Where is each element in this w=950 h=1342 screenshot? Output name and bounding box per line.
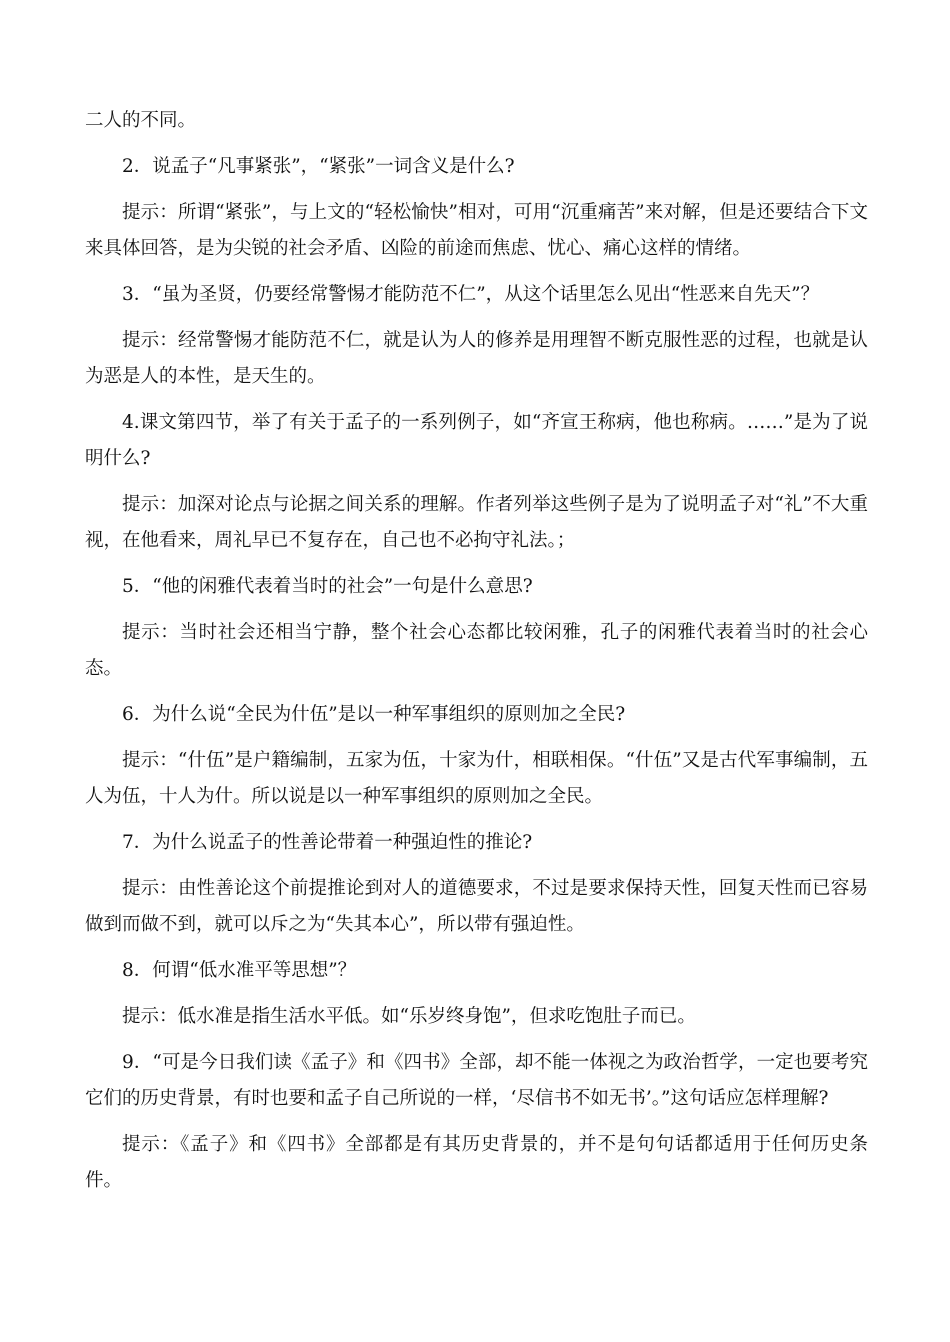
hint-5: 提示：当时社会还相当宁静，整个社会心态都比较闲雅，孔子的闲雅代表着当时的社会心态。 <box>85 622 868 679</box>
question-4: 4.课文第四节，举了有关于孟子的一系列例子，如“齐宣王称病，他也称病。……”是为了说明什么? <box>85 412 868 469</box>
question-8: 8．何谓“低水准平等思想”？ <box>122 960 357 981</box>
paragraph-continuation: 二人的不同。 <box>85 110 197 131</box>
hint-7: 提示：由性善论这个前提推论到对人的道德要求，不过是要求保持天性，回复天性而已容易做到而做不到，就可以斥之为“失其本心”，所以带有强迫性。 <box>85 878 868 935</box>
question-9: 9．“可是今日我们读《孟子》和《四书》全部，却不能一体视之为政治哲学，一定也要考究它们的历史背景，有时也要和孟子自己所说的一样，‘尽信书不如无书’。”这句话应怎样理解? <box>85 1052 868 1109</box>
question-5: 5．“他的闲雅代表着当时的社会”一句是什么意思? <box>122 576 533 597</box>
document-body <box>85 103 868 1199</box>
hint-9: 提示：《孟子》和《四书》全部都是有其历史背景的，并不是句句话都适用于任何历史条件。 <box>85 1134 868 1191</box>
question-3: 3．“虽为圣贤，仍要经常警惕才能防范不仁”，从这个话里怎么见出“性恶来自先天”？ <box>122 284 820 305</box>
hint-2: 提示：所谓“紧张”，与上文的“轻松愉快”相对，可用“沉重痛苦”来对解，但是还要结合下文来具体回答，是为尖锐的社会矛盾、凶险的前途而焦虑、忧心、痛心这样的情绪。 <box>85 202 868 259</box>
hint-6: 提示：“什伍”是户籍编制，五家为伍，十家为什，相联相保。“什伍”又是古代军事编制，五人为伍，十人为什。所以说是以一种军事组织的原则加之全民。 <box>85 750 868 807</box>
hint-3: 提示：经常警惕才能防范不仁，就是认为人的修养是用理智不断克服性恶的过程，也就是认为恶是人的本性，是天生的。 <box>85 330 868 387</box>
question-7: 7．为什么说孟子的性善论带着一种强迫性的推论? <box>122 832 533 853</box>
hint-4: 提示：加深对论点与论据之间关系的理解。作者列举这些例子是为了说明孟子对“礼”不大重视，在他看来，周礼早已不复存在，自己也不必拘守礼法。； <box>85 494 868 551</box>
hint-8: 提示：低水准是指生活水平低。如“乐岁终身饱”，但求吃饱肚子而已。 <box>122 1006 696 1027</box>
question-2: 2．说孟子“凡事紧张”，“紧张”一词含义是什么? <box>122 156 515 177</box>
question-6: 6．为什么说“全民为什伍”是以一种军事组织的原则加之全民? <box>122 704 626 725</box>
